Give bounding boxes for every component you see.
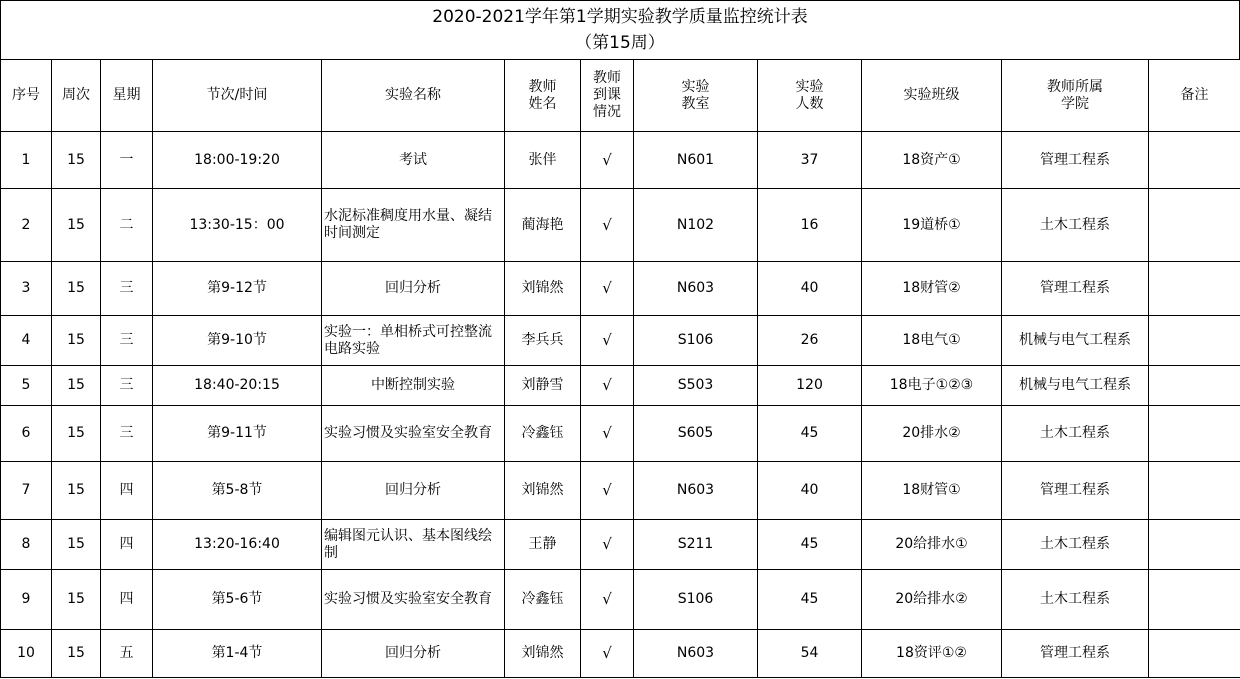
cell-period[interactable]: 18:40-20:15 <box>153 366 322 406</box>
cell-college[interactable]: 机械与电气工程系 <box>1002 316 1149 366</box>
cell-teacher[interactable]: 王静 <box>505 520 581 570</box>
cell-period[interactable]: 第9-12节 <box>153 262 322 316</box>
cell-experiment[interactable]: 实验习惯及实验室安全教育 <box>322 570 505 630</box>
cell-classes[interactable]: 18电子①②③ <box>862 366 1002 406</box>
cell-weekday[interactable]: 四 <box>101 570 153 630</box>
cell-remark[interactable] <box>1149 189 1240 262</box>
cell-experiment[interactable]: 回归分析 <box>322 630 505 678</box>
cell-weekday[interactable]: 四 <box>101 462 153 520</box>
cell-attendance[interactable]: √ <box>581 262 634 316</box>
cell-teacher[interactable]: 蔺海艳 <box>505 189 581 262</box>
cell-period[interactable]: 第9-10节 <box>153 316 322 366</box>
cell-week[interactable]: 15 <box>52 262 101 316</box>
header-teacher-line2: 姓名 <box>528 95 557 112</box>
cell-index[interactable]: 10 <box>1 630 52 678</box>
cell-college[interactable]: 管理工程系 <box>1002 262 1149 316</box>
cell-count[interactable]: 54 <box>758 630 862 678</box>
cell-period[interactable]: 第5-6节 <box>153 570 322 630</box>
header-room-line2: 教室 <box>681 95 710 112</box>
header-college <box>1002 60 1149 132</box>
cell-experiment[interactable]: 实验一：单相桥式可控整流电路实验 <box>322 316 505 366</box>
cell-attendance[interactable]: √ <box>581 630 634 678</box>
cell-teacher[interactable]: 冷鑫钰 <box>505 570 581 630</box>
cell-index[interactable]: 4 <box>1 316 52 366</box>
sheet-title: 2020-2021学年第1学期实验教学质量监控统计表 <box>432 7 808 27</box>
cell-count[interactable]: 40 <box>758 262 862 316</box>
cell-experiment[interactable]: 考试 <box>322 132 505 189</box>
cell-room[interactable]: S605 <box>634 406 758 462</box>
cell-teacher[interactable]: 冷鑫钰 <box>505 406 581 462</box>
cell-attendance[interactable]: √ <box>581 570 634 630</box>
cell-experiment[interactable]: 编辑图元认识、基本图线绘制 <box>322 520 505 570</box>
cell-college[interactable]: 管理工程系 <box>1002 132 1149 189</box>
cell-remark[interactable] <box>1149 630 1240 678</box>
table-row <box>1 570 1240 630</box>
cell-remark[interactable] <box>1149 262 1240 316</box>
cell-remark[interactable] <box>1149 570 1240 630</box>
header-attendance <box>581 60 634 132</box>
cell-room[interactable]: S106 <box>634 570 758 630</box>
cell-weekday[interactable]: 三 <box>101 316 153 366</box>
cell-week[interactable]: 15 <box>52 189 101 262</box>
cell-period[interactable]: 第1-4节 <box>153 630 322 678</box>
table-row <box>1 189 1240 262</box>
header-index: 序号 <box>1 60 52 132</box>
header-classes: 实验班级 <box>862 60 1002 132</box>
cell-college[interactable]: 土木工程系 <box>1002 406 1149 462</box>
cell-experiment[interactable]: 回归分析 <box>322 262 505 316</box>
header-experiment: 实验名称 <box>322 60 505 132</box>
cell-teacher[interactable]: 刘锦然 <box>505 462 581 520</box>
cell-index[interactable]: 7 <box>1 462 52 520</box>
cell-teacher[interactable]: 刘锦然 <box>505 630 581 678</box>
cell-remark[interactable] <box>1149 520 1240 570</box>
cell-index[interactable]: 8 <box>1 520 52 570</box>
cell-attendance[interactable]: √ <box>581 406 634 462</box>
header-college-line1: 教师所属 <box>1047 78 1103 95</box>
cell-classes[interactable]: 20排水② <box>862 406 1002 462</box>
header-teacher <box>505 60 581 132</box>
cell-count[interactable]: 45 <box>758 570 862 630</box>
cell-period[interactable]: 第9-11节 <box>153 406 322 462</box>
cell-classes[interactable]: 20给排水② <box>862 570 1002 630</box>
cell-weekday[interactable]: 二 <box>101 189 153 262</box>
cell-weekday[interactable]: 一 <box>101 132 153 189</box>
cell-college[interactable]: 机械与电气工程系 <box>1002 366 1149 406</box>
cell-attendance[interactable]: √ <box>581 462 634 520</box>
cell-attendance[interactable]: √ <box>581 189 634 262</box>
cell-index[interactable]: 6 <box>1 406 52 462</box>
cell-count[interactable]: 120 <box>758 366 862 406</box>
cell-experiment[interactable]: 实验习惯及实验室安全教育 <box>322 406 505 462</box>
cell-period[interactable]: 第5-8节 <box>153 462 322 520</box>
cell-experiment[interactable]: 中断控制实验 <box>322 366 505 406</box>
cell-room[interactable]: N102 <box>634 189 758 262</box>
header-week: 周次 <box>52 60 101 132</box>
cell-classes[interactable]: 18资评①② <box>862 630 1002 678</box>
header-room <box>634 60 758 132</box>
cell-week[interactable]: 15 <box>52 462 101 520</box>
cell-college[interactable]: 管理工程系 <box>1002 630 1149 678</box>
cell-count[interactable]: 16 <box>758 189 862 262</box>
cell-count[interactable]: 45 <box>758 520 862 570</box>
sheet-subtitle: （第15周） <box>575 33 665 53</box>
cell-college[interactable]: 管理工程系 <box>1002 462 1149 520</box>
table-row <box>1 366 1240 406</box>
cell-attendance[interactable]: √ <box>581 132 634 189</box>
header-attendance-line1: 教师 <box>593 70 621 86</box>
cell-attendance[interactable]: √ <box>581 366 634 406</box>
cell-week[interactable]: 15 <box>52 132 101 189</box>
header-weekday: 星期 <box>101 60 153 132</box>
cell-week[interactable]: 15 <box>52 630 101 678</box>
header-count-line2: 人数 <box>795 95 824 112</box>
cell-room[interactable]: S106 <box>634 316 758 366</box>
cell-remark[interactable] <box>1149 406 1240 462</box>
cell-college[interactable]: 土木工程系 <box>1002 570 1149 630</box>
cell-week[interactable]: 15 <box>52 366 101 406</box>
cell-week[interactable]: 15 <box>52 570 101 630</box>
header-college-line2: 学院 <box>1061 95 1089 112</box>
table-row <box>1 462 1240 520</box>
cell-room[interactable]: S503 <box>634 366 758 406</box>
cell-week[interactable]: 15 <box>52 520 101 570</box>
cell-count[interactable]: 37 <box>758 132 862 189</box>
cell-classes[interactable]: 18财管② <box>862 262 1002 316</box>
cell-room[interactable]: N603 <box>634 462 758 520</box>
cell-attendance[interactable]: √ <box>581 520 634 570</box>
cell-classes[interactable]: 18资产① <box>862 132 1002 189</box>
cell-teacher[interactable]: 刘锦然 <box>505 262 581 316</box>
header-count <box>758 60 862 132</box>
cell-index[interactable]: 2 <box>1 189 52 262</box>
header-remark: 备注 <box>1149 60 1240 132</box>
header-room-line1: 实验 <box>681 78 710 95</box>
cell-experiment[interactable]: 水泥标准稠度用水量、凝结时间测定 <box>322 189 505 262</box>
cell-attendance[interactable]: √ <box>581 316 634 366</box>
cell-teacher[interactable]: 李兵兵 <box>505 316 581 366</box>
cell-room[interactable]: N603 <box>634 630 758 678</box>
header-period: 节次/时间 <box>153 60 322 132</box>
cell-room[interactable]: N601 <box>634 132 758 189</box>
cell-week[interactable]: 15 <box>52 406 101 462</box>
table-row <box>1 630 1240 678</box>
table-row <box>1 406 1240 462</box>
cell-weekday[interactable]: 三 <box>101 262 153 316</box>
cell-count[interactable]: 26 <box>758 316 862 366</box>
cell-remark[interactable] <box>1149 316 1240 366</box>
cell-remark[interactable] <box>1149 462 1240 520</box>
cell-classes[interactable]: 18电气① <box>862 316 1002 366</box>
cell-weekday[interactable]: 三 <box>101 406 153 462</box>
cell-weekday[interactable]: 五 <box>101 630 153 678</box>
cell-week[interactable]: 15 <box>52 316 101 366</box>
header-teacher-line1: 教师 <box>528 78 557 95</box>
cell-classes[interactable]: 20给排水① <box>862 520 1002 570</box>
cell-college[interactable]: 土木工程系 <box>1002 520 1149 570</box>
cell-teacher[interactable]: 刘静雪 <box>505 366 581 406</box>
cell-room[interactable]: S211 <box>634 520 758 570</box>
table-row <box>1 132 1240 189</box>
cell-college[interactable]: 土木工程系 <box>1002 189 1149 262</box>
cell-experiment[interactable]: 回归分析 <box>322 462 505 520</box>
cell-index[interactable]: 9 <box>1 570 52 630</box>
table-row <box>1 262 1240 316</box>
cell-classes[interactable]: 19道桥① <box>862 189 1002 262</box>
table-row <box>1 520 1240 570</box>
header-attendance-line2: 到课 <box>593 87 621 103</box>
cell-weekday[interactable]: 三 <box>101 366 153 406</box>
cell-index[interactable]: 5 <box>1 366 52 406</box>
cell-count[interactable]: 40 <box>758 462 862 520</box>
cell-remark[interactable] <box>1149 366 1240 406</box>
cell-period[interactable]: 18:00-19:20 <box>153 132 322 189</box>
title-block <box>0 0 1240 59</box>
cell-teacher[interactable]: 张伴 <box>505 132 581 189</box>
cell-remark[interactable] <box>1149 132 1240 189</box>
cell-weekday[interactable]: 四 <box>101 520 153 570</box>
cell-count[interactable]: 45 <box>758 406 862 462</box>
header-count-line1: 实验 <box>795 78 824 95</box>
cell-period[interactable]: 13:20-16:40 <box>153 520 322 570</box>
cell-classes[interactable]: 18财管① <box>862 462 1002 520</box>
header-attendance-line3: 情况 <box>593 104 621 120</box>
cell-index[interactable]: 3 <box>1 262 52 316</box>
header-row <box>1 60 1240 132</box>
table-row <box>1 316 1240 366</box>
cell-room[interactable]: N603 <box>634 262 758 316</box>
cell-index[interactable]: 1 <box>1 132 52 189</box>
cell-period[interactable]: 13:30-15：00 <box>153 189 322 262</box>
monitoring-table <box>0 59 1240 678</box>
